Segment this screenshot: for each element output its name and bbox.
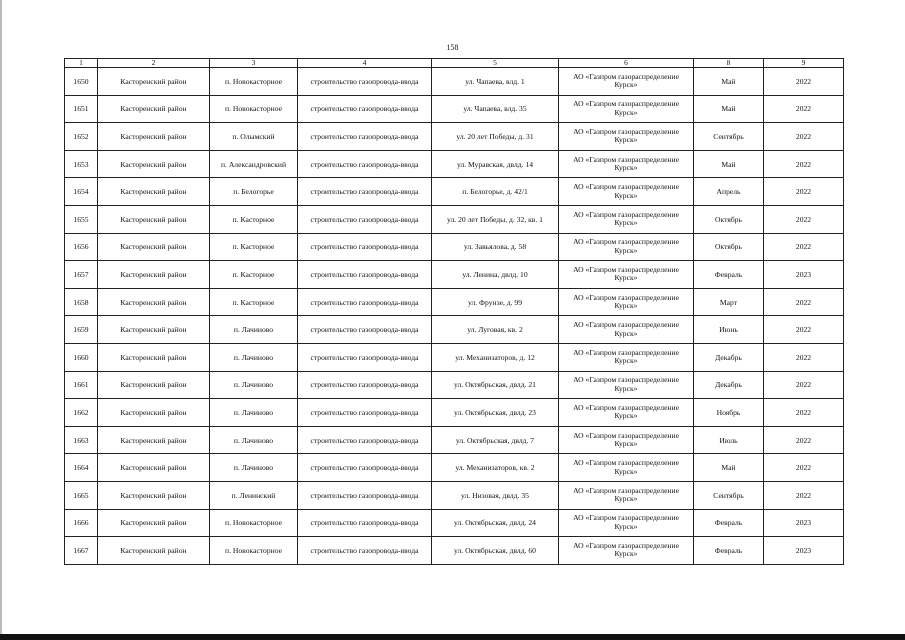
table-row [65,371,844,399]
column-header: 2 [98,59,210,68]
district-cell: Касторенский район [98,316,210,344]
month-cell: Февраль [694,537,764,565]
year-cell: 2022 [764,371,844,399]
operator-cell: АО «Газпром газораспределение Курск» [559,178,694,206]
table-row [65,233,844,261]
row-number-cell: 1651 [65,95,98,123]
operator-cell: АО «Газпром газораспределение Курск» [559,95,694,123]
district-cell: Касторенский район [98,178,210,206]
work-type-cell: строительство газопровода-ввода [298,68,432,96]
work-type-cell: строительство газопровода-ввода [298,95,432,123]
row-number-cell: 1655 [65,205,98,233]
operator-cell: АО «Газпром газораспределение Курск» [559,399,694,427]
district-cell: Касторенский район [98,233,210,261]
table-row [65,509,844,537]
work-type-cell: строительство газопровода-ввода [298,205,432,233]
year-cell: 2022 [764,399,844,427]
month-cell: Сентябрь [694,481,764,509]
operator-cell: АО «Газпром газораспределение Курск» [559,205,694,233]
month-cell: Май [694,454,764,482]
table-row [65,150,844,178]
table-row [65,454,844,482]
operator-cell: АО «Газпром газораспределение Курск» [559,537,694,565]
year-cell: 2022 [764,426,844,454]
month-cell: Март [694,288,764,316]
address-cell: ул. Октябрьская, двлд. 60 [432,537,559,565]
month-cell: Май [694,68,764,96]
month-cell: Февраль [694,261,764,289]
row-number-cell: 1664 [65,454,98,482]
month-cell: Июнь [694,316,764,344]
row-number-cell: 1650 [65,68,98,96]
district-cell: Касторенский район [98,509,210,537]
year-cell: 2023 [764,537,844,565]
row-number-cell: 1661 [65,371,98,399]
operator-cell: АО «Газпром газораспределение Курск» [559,316,694,344]
operator-cell: АО «Газпром газораспределение Курск» [559,261,694,289]
row-number-cell: 1667 [65,537,98,565]
year-cell: 2022 [764,454,844,482]
work-type-cell: строительство газопровода-ввода [298,288,432,316]
district-cell: Касторенский район [98,95,210,123]
year-cell: 2022 [764,233,844,261]
table-row [65,288,844,316]
operator-cell: АО «Газпром газораспределение Курск» [559,343,694,371]
settlement-cell: п. Касторное [210,288,298,316]
row-number-cell: 1663 [65,426,98,454]
month-cell: Май [694,150,764,178]
address-cell: ул. Октябрьская, двлд. 7 [432,426,559,454]
work-type-cell: строительство газопровода-ввода [298,123,432,151]
district-cell: Касторенский район [98,288,210,316]
month-cell: Сентябрь [694,123,764,151]
row-number-cell: 1658 [65,288,98,316]
row-number-cell: 1653 [65,150,98,178]
address-cell: ул. Октябрьская, двлд. 23 [432,399,559,427]
month-cell: Октябрь [694,205,764,233]
settlement-cell: п. Белогорье [210,178,298,206]
year-cell: 2022 [764,68,844,96]
address-cell: ул. 20 лет Победы, д. 32, кв. 1 [432,205,559,233]
settlement-cell: п. Лачиново [210,426,298,454]
year-cell: 2023 [764,509,844,537]
work-type-cell: строительство газопровода-ввода [298,233,432,261]
registry-table [64,58,844,565]
settlement-cell: п. Лачиново [210,454,298,482]
year-cell: 2022 [764,123,844,151]
district-cell: Касторенский район [98,261,210,289]
settlement-cell: п. Новокасторное [210,68,298,96]
district-cell: Касторенский район [98,426,210,454]
year-cell: 2022 [764,150,844,178]
row-number-cell: 1662 [65,399,98,427]
settlement-cell: п. Лачиново [210,316,298,344]
address-cell: ул. Чапаева, влд. 35 [432,95,559,123]
year-cell: 2022 [764,95,844,123]
address-cell: ул. Ленина, двлд. 10 [432,261,559,289]
address-cell: ул. Механизаторов, д. 12 [432,343,559,371]
month-cell: Февраль [694,509,764,537]
row-number-cell: 1659 [65,316,98,344]
month-cell: Октябрь [694,233,764,261]
column-header: 9 [764,59,844,68]
settlement-cell: п. Новокасторное [210,537,298,565]
operator-cell: АО «Газпром газораспределение Курск» [559,288,694,316]
column-header: 5 [432,59,559,68]
address-cell: ул. Низовая, двлд. 35 [432,481,559,509]
district-cell: Касторенский район [98,205,210,233]
settlement-cell: п. Касторное [210,233,298,261]
work-type-cell: строительство газопровода-ввода [298,343,432,371]
work-type-cell: строительство газопровода-ввода [298,150,432,178]
address-cell: п. Белогорье, д. 42/1 [432,178,559,206]
table-row [65,399,844,427]
address-cell: ул. Муравская, двлд. 14 [432,150,559,178]
month-cell: Декабрь [694,343,764,371]
work-type-cell: строительство газопровода-ввода [298,178,432,206]
table-row [65,537,844,565]
work-type-cell: строительство газопровода-ввода [298,454,432,482]
work-type-cell: строительство газопровода-ввода [298,261,432,289]
month-cell: Май [694,95,764,123]
table-row [65,95,844,123]
row-number-cell: 1660 [65,343,98,371]
row-number-cell: 1652 [65,123,98,151]
address-cell: ул. Фрунзе, д. 99 [432,288,559,316]
table-row [65,68,844,96]
district-cell: Касторенский район [98,537,210,565]
operator-cell: АО «Газпром газораспределение Курск» [559,481,694,509]
year-cell: 2022 [764,205,844,233]
table-row [65,123,844,151]
table-row [65,481,844,509]
settlement-cell: п. Новокасторное [210,509,298,537]
work-type-cell: строительство газопровода-ввода [298,426,432,454]
address-cell: ул. 20 лет Победы, д. 31 [432,123,559,151]
work-type-cell: строительство газопровода-ввода [298,481,432,509]
column-header: 1 [65,59,98,68]
settlement-cell: п. Лачиново [210,343,298,371]
district-cell: Касторенский район [98,454,210,482]
row-number-cell: 1654 [65,178,98,206]
month-cell: Июль [694,426,764,454]
address-cell: ул. Октябрьская, двлд. 24 [432,509,559,537]
year-cell: 2022 [764,178,844,206]
table-row [65,178,844,206]
address-cell: ул. Завьялова, д. 58 [432,233,559,261]
table-row [65,343,844,371]
table-row [65,316,844,344]
row-number-cell: 1666 [65,509,98,537]
district-cell: Касторенский район [98,371,210,399]
operator-cell: АО «Газпром газораспределение Курск» [559,509,694,537]
operator-cell: АО «Газпром газораспределение Курск» [559,233,694,261]
work-type-cell: строительство газопровода-ввода [298,371,432,399]
district-cell: Касторенский район [98,481,210,509]
operator-cell: АО «Газпром газораспределение Курск» [559,426,694,454]
operator-cell: АО «Газпром газораспределение Курск» [559,454,694,482]
year-cell: 2022 [764,343,844,371]
table-body [65,68,844,565]
address-cell: ул. Механизаторов, кв. 2 [432,454,559,482]
operator-cell: АО «Газпром газораспределение Курск» [559,123,694,151]
work-type-cell: строительство газопровода-ввода [298,509,432,537]
address-cell: ул. Луговая, кв. 2 [432,316,559,344]
settlement-cell: п. Касторное [210,261,298,289]
table-header-row [65,59,844,68]
district-cell: Касторенский район [98,123,210,151]
district-cell: Касторенский район [98,399,210,427]
scan-bottom-edge [0,634,905,640]
address-cell: ул. Октябрьская, двлд. 21 [432,371,559,399]
row-number-cell: 1657 [65,261,98,289]
row-number-cell: 1665 [65,481,98,509]
settlement-cell: п. Новокасторное [210,95,298,123]
year-cell: 2023 [764,261,844,289]
column-header: 6 [559,59,694,68]
operator-cell: АО «Газпром газораспределение Курск» [559,150,694,178]
address-cell: ул. Чапаева, влд. 1 [432,68,559,96]
settlement-cell: п. Александровский [210,150,298,178]
district-cell: Касторенский район [98,68,210,96]
column-header: 4 [298,59,432,68]
operator-cell: АО «Газпром газораспределение Курск» [559,371,694,399]
work-type-cell: строительство газопровода-ввода [298,316,432,344]
column-header: 3 [210,59,298,68]
column-header: 8 [694,59,764,68]
operator-cell: АО «Газпром газораспределение Курск» [559,68,694,96]
month-cell: Ноябрь [694,399,764,427]
row-number-cell: 1656 [65,233,98,261]
settlement-cell: п. Ленинский [210,481,298,509]
work-type-cell: строительство газопровода-ввода [298,399,432,427]
scan-left-edge [0,0,2,640]
year-cell: 2022 [764,481,844,509]
district-cell: Касторенский район [98,150,210,178]
district-cell: Касторенский район [98,343,210,371]
table-row [65,261,844,289]
settlement-cell: п. Лачиново [210,371,298,399]
year-cell: 2022 [764,288,844,316]
settlement-cell: п. Лачиново [210,399,298,427]
settlement-cell: п. Олымский [210,123,298,151]
work-type-cell: строительство газопровода-ввода [298,537,432,565]
page-number: 158 [446,43,459,52]
month-cell: Декабрь [694,371,764,399]
table-row [65,426,844,454]
year-cell: 2022 [764,316,844,344]
table-row [65,205,844,233]
settlement-cell: п. Касторное [210,205,298,233]
month-cell: Апрель [694,178,764,206]
